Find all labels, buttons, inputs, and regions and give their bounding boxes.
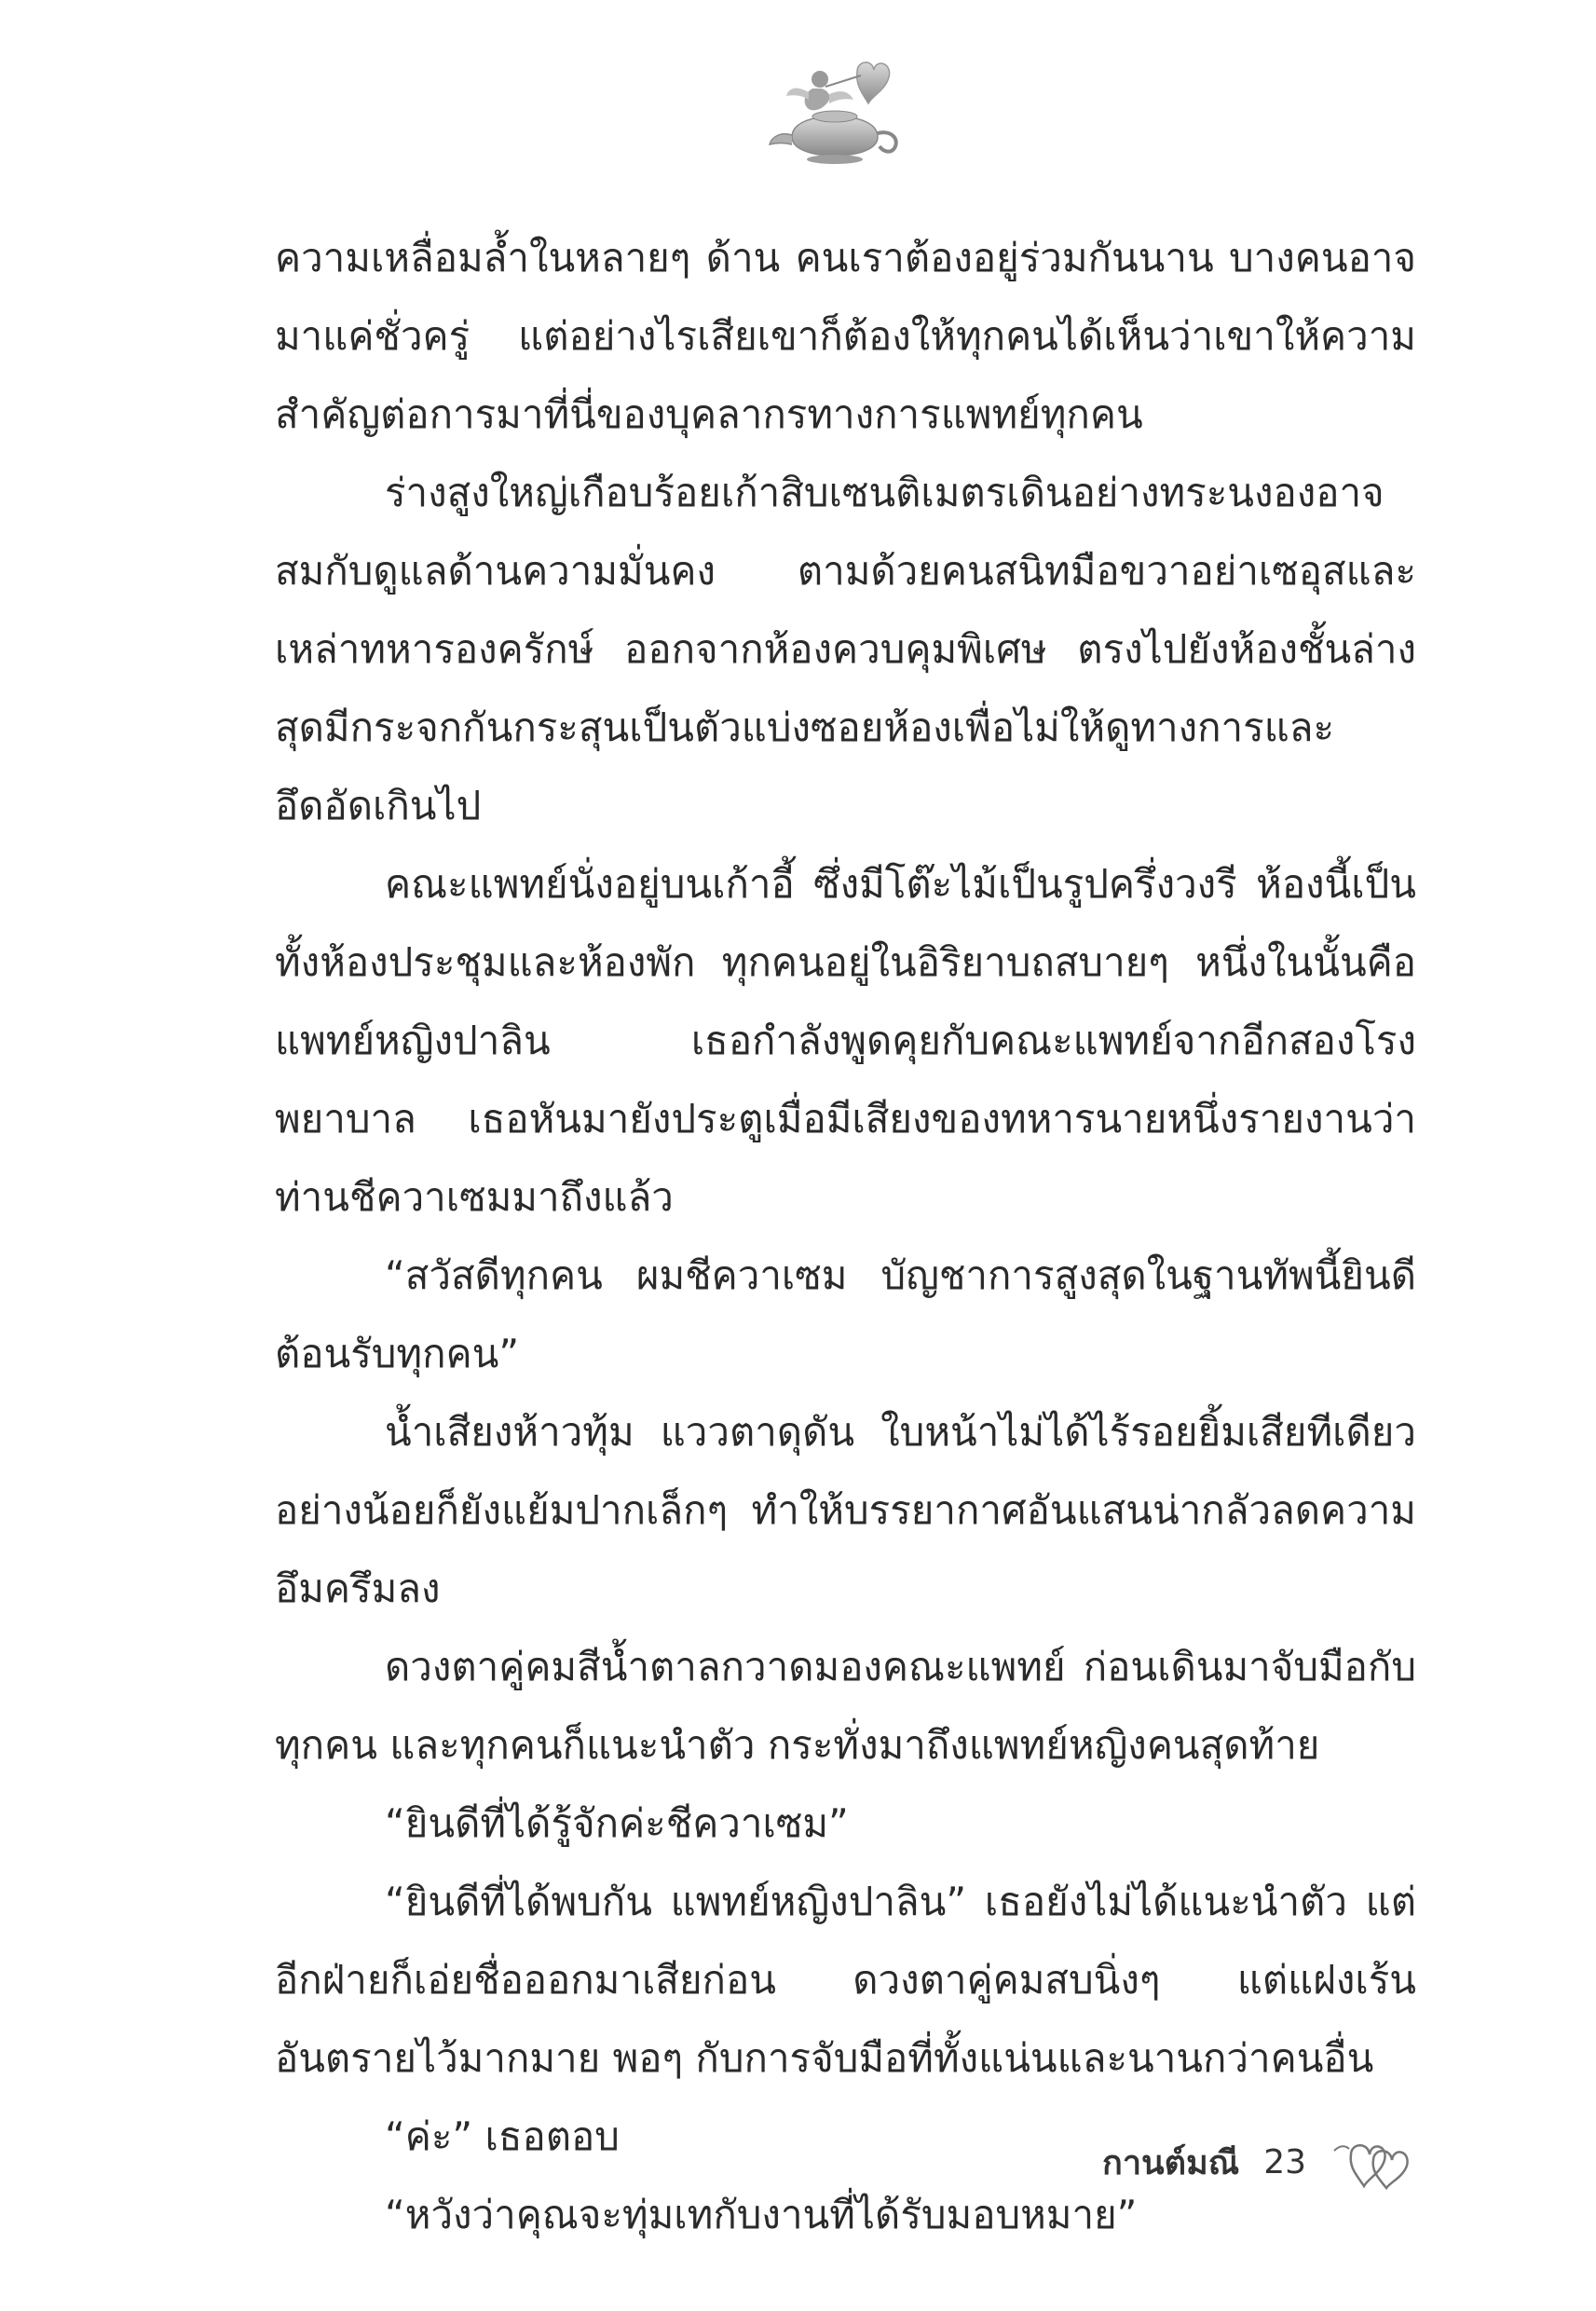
paragraph: “สวัสดีทุกคน ผมชีควาเซม บัญชาการสูงสุดในฐานทัพนี้ยินดีต้อนรับทุกคน”: [275, 1252, 1416, 1376]
double-heart-icon: [1330, 2134, 1419, 2190]
paragraph: น้ำเสียงห้าวทุ้ม แววตาดุดัน ใบหน้าไม่ได้ไร้รอยยิ้มเสียทีเดียวอย่างน้อยก็ยังแย้มปากเล็กๆ ทำให้บรรยากาศอันแสนน่ากลัวลดความอึมครึมลง: [275, 1409, 1416, 1611]
paragraph: “ยินดีที่ได้รู้จักค่ะชีควาเซม”: [385, 1800, 849, 1846]
paragraph: ดวงตาคู่คมสีน้ำตาลกวาดมองคณะแพทย์ ก่อนเดินมาจับมือกับทุกคน และทุกคนก็แนะนำตัว กระทั่งมาถึงแพทย์หญิงคนสุดท้าย: [275, 1644, 1416, 1768]
paragraph: “หวังว่าคุณจะทุ่มเทกับงานที่ได้รับมอบหมาย”: [385, 2192, 1138, 2237]
paragraph: ความเหลื่อมล้ำในหลายๆ ด้าน คนเราต้องอยู่ร่วมกันนาน บางคนอาจมาแค่ชั่วครู่ แต่อย่างไรเสียเขาก็ต้องให้ทุกคนได้เห็นว่าเขาให้ความสำคัญต่อการมาที่นี่ของบุคลากรทางการแพทย์ทุกคน: [275, 235, 1416, 437]
page-footer: [1102, 2134, 1419, 2190]
paragraph: ร่างสูงใหญ่เกือบร้อยเก้าสิบเซนติเมตรเดินอย่างทระนงองอาจสมกับดูแลด้านความมั่นคง ตามด้วยคนสนิทมือขวาอย่าเซอุสและเหล่าทหารองครักษ์ ออกจากห้องควบคุมพิเศษ ตรงไปยังห้องชั้นล่างสุดมีกระจกกันกระสุนเป็นตัวแบ่งซอยห้องเพื่อไม่ให้ดูทางการและอึดอัดเกินไป: [275, 470, 1416, 828]
cupid-heart-teapot-icon: [764, 51, 904, 172]
book-title: กานต์มณี: [1102, 2143, 1240, 2182]
paragraph: “ยินดีที่ได้พบกัน แพทย์หญิงปาลิน” เธอยังไม่ได้แนะนำตัว แต่อีกฝ่ายก็เอ่ยชื่อออกมาเสียก่อน ดวงตาคู่คมสบนิ่งๆ แต่แฝงเร้นอันตรายไว้มากมาย พอๆ กับการจับมือที่ทั้งแน่นและนานกว่าคนอื่น: [275, 1879, 1416, 2081]
body-text: [275, 219, 1416, 2254]
page-number: 23: [1263, 2142, 1306, 2181]
paragraph: คณะแพทย์นั่งอยู่บนเก้าอี้ ซึ่งมีโต๊ะไม้เป็นรูปครึ่งวงรี ห้องนี้เป็นทั้งห้องประชุมและห้องพัก ทุกคนอยู่ในอิริยาบถสบายๆ หนึ่งในนั้นคือแพทย์หญิงปาลิน เธอกำลังพูดคุยกับคณะแพทย์จากอีกสองโรงพยาบาล เธอหันมายังประตูเมื่อมีเสียงของทหารนายหนึ่งรายงานว่าท่านชีควาเซมมาถึงแล้ว: [275, 861, 1416, 1220]
paragraph: “ค่ะ” เธอตอบ: [385, 2113, 620, 2159]
